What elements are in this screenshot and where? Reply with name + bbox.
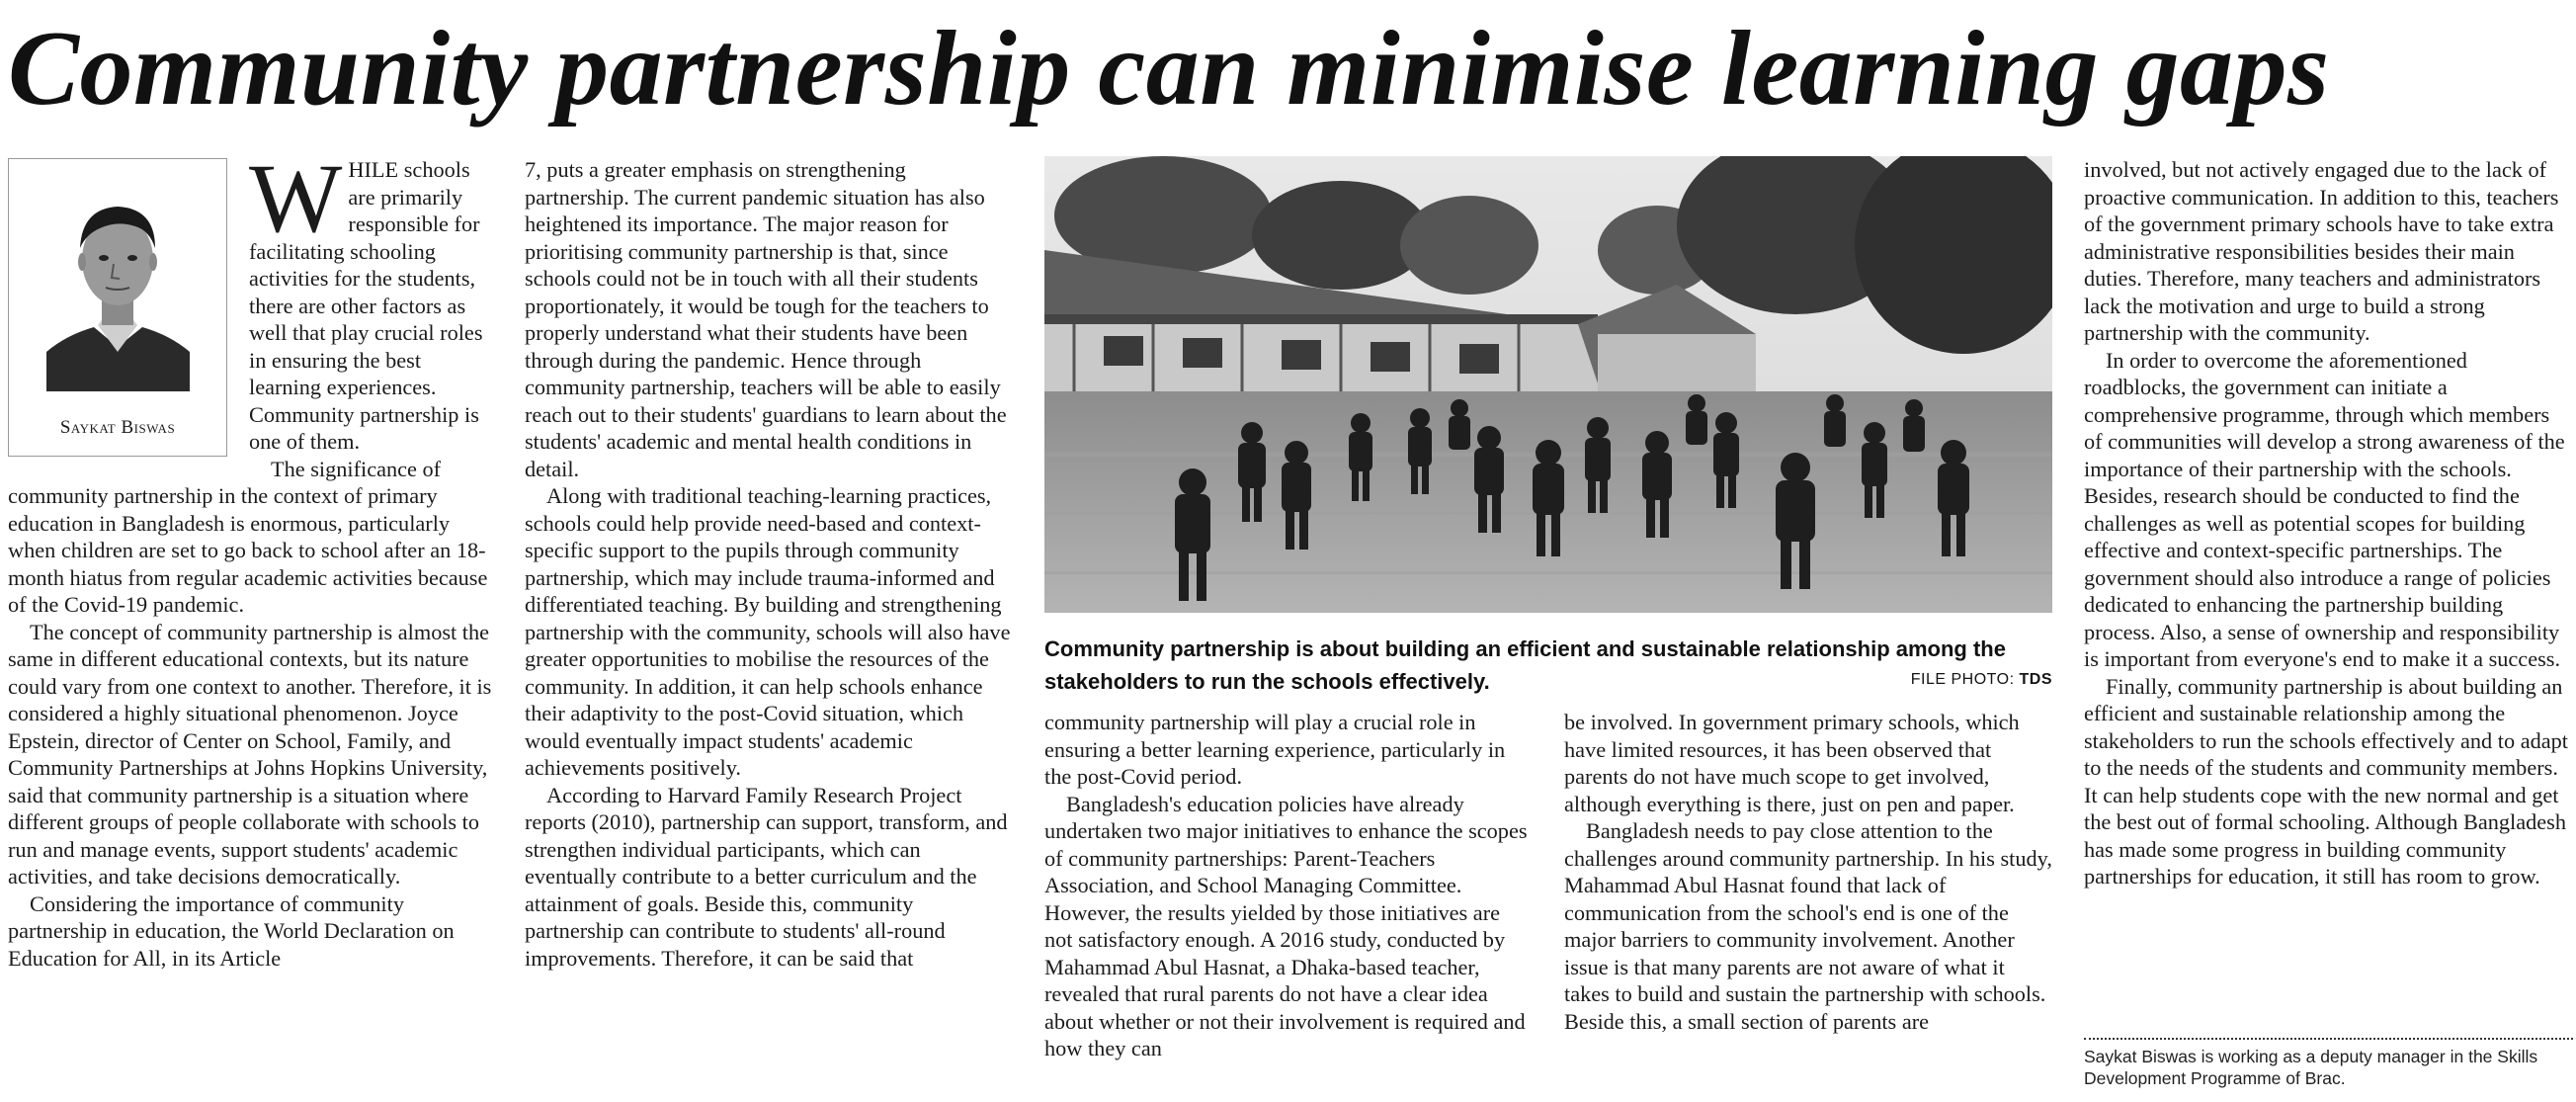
article-paragraph: community partnership will play a crucial role in ensuring a better learning experience, particularly in the post-Covid period. (1044, 710, 1506, 789)
article-paragraph: Considering the importance of community partnership in education, the World Declaration on Education for All, in its Article (8, 890, 455, 971)
article-paragraph: In order to overcome the aforementioned roadblocks, the government can initiate a comprehensive programme, through which members of communities will develop a strong awareness of the importance of their partnership with the schools. Besides, research should be conducted to find the challenges as well as potential scopes for building effective and context-specific partnerships. The government should also introduce a range of policies dedicated to enhancing the partnership building process. Also, a sense of ownership and responsibility is important from everyone's end to make it a success. (2084, 347, 2565, 671)
photo-credit-source: TDS (2019, 671, 2052, 688)
article-paragraph: Bangladesh's education policies have already undertaken two major initiatives to enhance the scopes of community partnerships: Parent-Teachers Association, and School Managing Committee. However, the results yielded by those initiatives are not satisfactory enough. A 2016 study, conducted by Mahammad Abul Hasnat, a Dhaka-based teacher, revealed that rural parents do not have a clear idea about whether or not their involvement is required and how they can (1044, 791, 1528, 1060)
article-column-2 (525, 156, 1011, 1097)
author-bio: Saykat Biswas is working as a deputy manager in the Skills Development Programme of Brac. (2084, 1047, 2538, 1088)
bio-divider (2084, 1038, 2573, 1040)
article-paragraph: 7, puts a greater emphasis on strengthening partnership. The current pandemic situation has also heightened its importance. The major reason for prioritising community partnership is that, since schools could not be in touch with all their students proportionately, it would be tough for the teachers to properly understand what their students have been through during the pandemic. Hence through community partnership, teachers will be able to easily reach out to their students' guardians to learn about the students' academic and mental health conditions in detail. (525, 157, 1007, 481)
article-paragraph: Along with traditional teaching-learning practices, schools could help provide need-based and context-specific support to the pupils through community partnership, which may include trauma-informed and differentiated teaching. By building and strengthening partnership with the community, schools will also have greater opportunities to mobilise the resources of the community. In addition, it can help schools enhance their adaptivity to the post-Covid situation, which would eventually impact students' academic achievements positively. (525, 483, 1011, 780)
author-name: Saykat Biswas (59, 417, 176, 438)
article-column-3 (1044, 709, 1533, 1097)
article-paragraph: The concept of community partnership is almost the same in different educational contexts, but its nature could vary from one context to another. Therefore, it is considered a highly situational phenomenon. Joyce Epstein, director of Center on School, Family, and Community Partnerships at Johns Hopkins University, said that community partnership is a situation where different groups of people collaborate with schools to run and manage events, support students' academic activities, and take decisions democratically. (8, 619, 492, 889)
schoolchildren-photo (1044, 156, 2052, 613)
lead-text: schools are primarily responsible for facilitating schooling activities for the students, there are other factors as well that play crucial roles in ensuring the best learning experiences. Community partnership is one of them. (249, 157, 483, 454)
photo-credit-prefix: FILE PHOTO: (1910, 671, 2020, 688)
author-box (8, 158, 227, 457)
photo-caption: Community partnership is about building an efficient and sustainable relationship among the stakeholders to run the schools effectively. (1044, 636, 2006, 694)
article-paragraph: Bangladesh needs to pay close attention to the challenges around community partnership. In his study, Mahammad Abul Hasnat found that lack of communication from the school's end is one of the major barriers to community involvement. Another issue is that many parents are not aware of what it takes to build and sustain the partnership with schools. Beside this, a small section of parents are (1564, 818, 2052, 1034)
lead-caps: HILE (348, 157, 399, 182)
headline: Community partnership can minimise learning gaps (8, 10, 2330, 127)
article-paragraph: be involved. In government primary schools, which have limited resources, it has been observed that parents do not have much scope to get involved, although everything is there, just on pen and paper. (1564, 710, 2020, 816)
article-column-4 (1564, 709, 2053, 1097)
article-photo (1044, 156, 2052, 613)
article-paragraph: According to Harvard Family Research Project reports (2010), partnership can support, transform, and strengthen individual participants, which can eventually contribute to a better curriculum and the attainment of goals. Beside this, community partnership can contribute to students' all-round improvements. Therefore, it can be said that (525, 782, 1008, 971)
photo-credit (1911, 671, 2052, 689)
author-portrait (46, 179, 190, 391)
drop-cap: W (249, 156, 343, 253)
article-column-5 (2084, 156, 2573, 1028)
article-column-1 (8, 156, 492, 1097)
article-paragraph: Finally, community partnership is about building an efficient and sustainable relationship among the stakeholders to run the schools effectively and to adapt to the needs of the students and community members. It can help students cope with the new normal and get the best out of formal schooling. Although Bangladesh has made some progress in building community partnerships for education, it still has room to grow. (2084, 673, 2568, 889)
article-paragraph: involved, but not actively engaged due to the lack of proactive communication. In addition to this, teachers of the government primary schools have to take extra administrative responsibilities besides their main duties. Therefore, many teachers and administrators lack the motivation and urge to build a strong partnership with the community. (2084, 157, 2559, 345)
article-paragraph: The significance of community partnership in the context of primary education in Bangladesh is enormous, particularly when children are set to go back to school after an 18-month hiatus from regular academic activities because of the Covid-19 pandemic. (8, 456, 488, 617)
